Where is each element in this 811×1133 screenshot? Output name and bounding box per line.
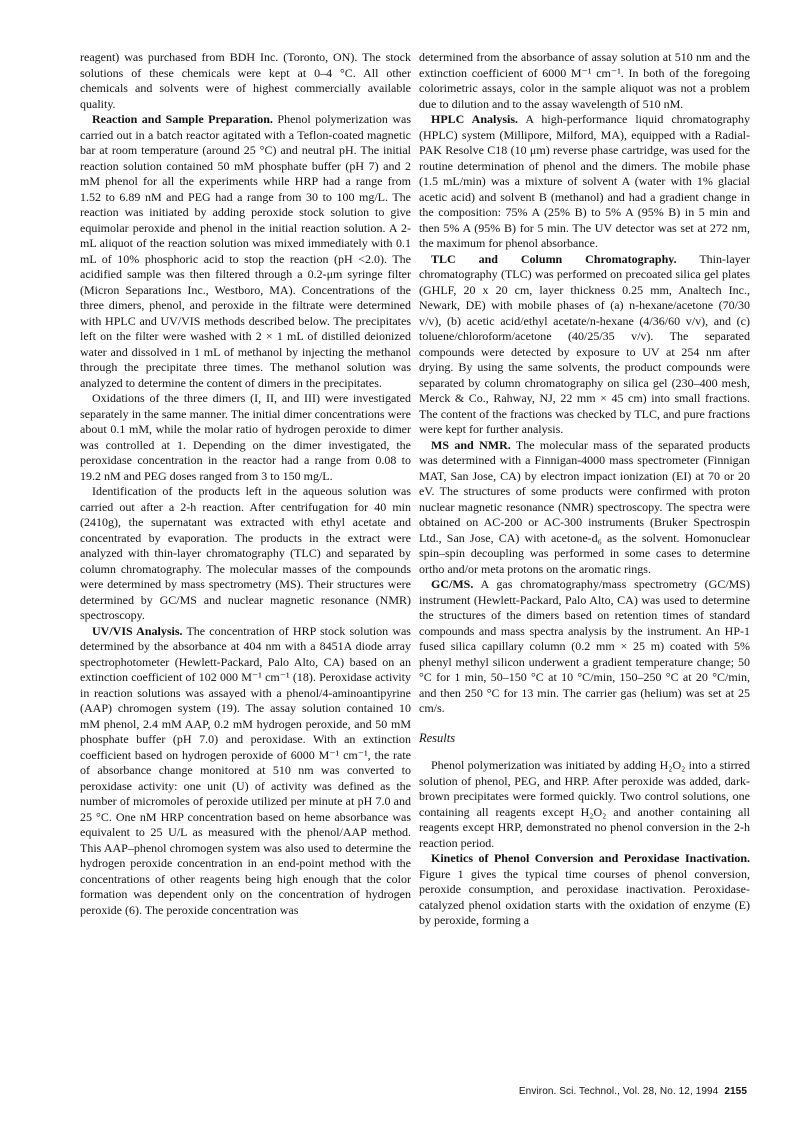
paragraph-uv-vis-analysis: UV/VIS Analysis. The concentration of HRP stock solution was determined by the absorbance at 404 nm with a 8451A diode array spectrophotometer (Hewlett-Packard, Palo Alto, CA) based on an extinction coefficient of 102 000 M⁻¹ cm⁻¹ (18). Peroxidase activity in reaction solutions was assayed with a phenol/4-aminoantipyrine (AAP) chromogen system (19). The assay solution contained 10 mM phenol, 2.4 mM AAP, 0.2 mM hydrogen peroxide, and 50 mM phosphate buffer (pH 7.0) and peroxidase. With an extinction coefficient based on hydrogen peroxide of 6000 M⁻¹ cm⁻¹, the rate of absorbance change monitored at 510 nm was converted to peroxidase activity: one unit (U) of activity was defined as the number of micromoles of peroxide utilized per minute at pH 7.0 and 25 °C. One nM HRP concentration based on heme absorbance was equivalent to 25 U/L as measured with the phenol/AAP method. This AAP–phenol chromogen system was also used to determine the hydrogen peroxide concentration in an end-point method with the concentrations of other reagents being high enough that the color formation was dependent only on the concentration of hydrogen peroxide (6). The peroxide concentration was <box>80 623 411 917</box>
paragraph-gc-ms: GC/MS. A gas chromatography/mass spectrometry (GC/MS) instrument (Hewlett-Packard, Palo Alto, CA) was used to determine the structures of the dimers based on retention times of standard compounds and mass spectra analysis by the instrument. An HP-1 fused silica capillary column (0.2 mm × 25 m) coated with 5% phenyl methyl silicon underwent a gradient temperature change; 50 °C for 1 min, 50–150 °C at 10 °C/min, 150–250 °C at 20 °C/min, and then 250 °C for 13 min. The carrier gas (helium) was set at 25 cm/s. <box>419 577 750 715</box>
journal-citation: Environ. Sci. Technol., Vol. 28, No. 12, 1994 <box>518 1086 719 1097</box>
paragraph-heading: MS and NMR. <box>431 437 511 452</box>
paragraph: determined from the absorbance of assay solution at 510 nm and the extinction coefficient of 6000 M⁻¹ cm⁻¹. In both of the foregoing colorimetric assays, color in the sample aliquot was not a problem due to dilution and to the assay wavelength of 510 nM. <box>419 50 750 111</box>
paragraph-hplc-analysis: HPLC Analysis. A high-performance liquid chromatography (HPLC) system (Millipore, Milford, MA), equipped with a Radial-PAK Resolve C18 (10 μm) reverse phase cartridge, was used for the routine determination of phenol and the dimers. The mobile phase (1.5 mL/min) was a mixture of solvent A (water with 1% glacial acetic acid) and solvent B (methanol) and had a gradient change in the composition: 75% A (25% B) to 5% A (95% B) in 5 min and then 5% A (95% B) for 5 min. The UV detector was set at 272 nm, the maximum for phenol absorbance. <box>419 112 750 250</box>
results-section-title: Results <box>419 730 456 745</box>
right-column <box>419 50 750 929</box>
paragraph: Phenol polymerization was initiated by adding H₂O₂ into a stirred solution of phenol, PEG, and HRP. After peroxide was added, dark-brown precipitates were formed quickly. Two control solutions, one containing all reagents except H₂O₂ and another containing all reagents except HRP, demonstrated no phenol conversion in the 2-h reaction period. <box>419 758 750 850</box>
paragraph-heading: TLC and Column Chromatography. <box>431 251 677 266</box>
paragraph-ms-nmr: MS and NMR. The molecular mass of the separated products was determined with a Finnigan-4000 mass spectrometer (Finnigan MAT, San Jose, CA) by electron impact ionization (EI) at 70 or 20 eV. The structures of some products were confirmed with proton nuclear magnetic resonance (NMR) spectroscopy. The spectra were obtained on AC-200 or AC-300 instruments (Bruker Spectrospin Ltd., San Jose, CA) with acetone-d₆ as the solvent. Homonuclear spin–spin decoupling was performed in some cases to determine ortho and/or meta protons on the aromatic rings. <box>419 437 751 576</box>
page-footer <box>487 1086 747 1097</box>
paragraph: reagent) was purchased from BDH Inc. (Toronto, ON). The stock solutions of these chemicals were kept at 0–4 °C. All other chemicals and solvents were of highest commercially available quality. <box>80 50 411 111</box>
left-column <box>80 50 411 918</box>
paragraph-heading: GC/MS. <box>431 577 474 591</box>
paragraph-heading: Reaction and Sample Preparation. <box>92 112 273 126</box>
paragraph-heading: UV/VIS Analysis. <box>92 623 183 638</box>
paragraph-tlc-column-chromatography: TLC and Column Chromatography. Thin-layer chromatography (TLC) was performed on precoated silica gel plates (GHLF, 20 x 20 cm, layer thickness 0.25 mm, Analtech Inc., Newark, DE) with mobile phases of (a) n-hexane/acetone (70/30 v/v), (b) acetic acid/ethyl acetate/n-hexane (4/36/60 v/v), and (c) toluene/chloroform/acetone (40/25/35 v/v). The separated compounds were detected by exposure to UV at 254 nm after drying. By using the same solvents, the product compounds were separated by column chromatography on silica gel (230–400 mesh, Merck & Co., Rahway, NJ, 22 mm × 45 cm) into small fractions. The content of the fractions was checked by TLC, and pure fractions were kept for further analysis. <box>419 251 750 436</box>
paragraph: Identification of the products left in the aqueous solution was carried out after a 2-h reaction. After centrifugation for 40 min (2410g), the supernatant was extracted with ethyl acetate and concentrated by evaporation. The products in the extract were analyzed with thin-layer chromatography (TLC) and separated by column chromatography. The molecular masses of the compounds were determined by mass spectrometry (MS). Their structures were determined by GC/MS and nuclear magnetic resonance (NMR) spectroscopy. <box>80 484 411 622</box>
paragraph: Oxidations of the three dimers (I, II, and III) were investigated separately in the same manner. The initial dimer concentrations were about 0.1 mM, while the molar ratio of hydrogen peroxide to dimer was controlled at 1. Depending on the dimer investigated, the peroxidase concentration in the reactor had a range from 0.08 to 19.2 nM and PEG doses ranged from 3 to 150 mg/L. <box>80 391 411 483</box>
paragraph-kinetics: Kinetics of Phenol Conversion and Peroxidase Inactivation. Figure 1 gives the typical time courses of phenol conversion, peroxide consumption, and peroxidase inactivation. Peroxidase-catalyzed phenol oxidation starts with the oxidation of enzyme (E) by peroxide, forming a <box>419 851 750 927</box>
paragraph-reaction-sample-preparation: Reaction and Sample Preparation. Phenol polymerization was carried out in a batch reactor agitated with a Teflon-coated magnetic bar at room temperature (around 25 °C) and neutral pH. The initial reaction solution contained 50 mM phosphate buffer (pH 7) and 2 mM phenol for all the experiments while HRP had a range from 1.52 to 6.89 nM and PEG had a range from 30 to 100 mg/L. The reaction was initiated by adding peroxide stock solution to give equimolar peroxide and phenol in the initial reaction solution. A 2-mL aliquot of the reaction solution was mixed immediately with 0.1 mL of 10% phosphoric acid to stop the reaction (pH <2.0). The acidified sample was then filtered through a 0.2-μm syringe filter (Micron Separations Inc., Westboro, MA). Concentrations of the three dimers, phenol, and peroxide in the filtrate were determined with HPLC and UV/VIS methods described below. The precipitates left on the filter were washed with 2 × 1 mL of distilled deionized water and dissolved in 1 mL of methanol by injecting the methanol through the precipitate three times. The methanol solution was analyzed to determine the content of dimers in the precipitates. <box>80 112 411 390</box>
page-number: 2155 <box>724 1086 747 1097</box>
paragraph-heading: Kinetics of Phenol Conversion and Peroxidase Inactivation. <box>431 851 750 865</box>
paragraph-heading: HPLC Analysis. <box>431 112 519 126</box>
